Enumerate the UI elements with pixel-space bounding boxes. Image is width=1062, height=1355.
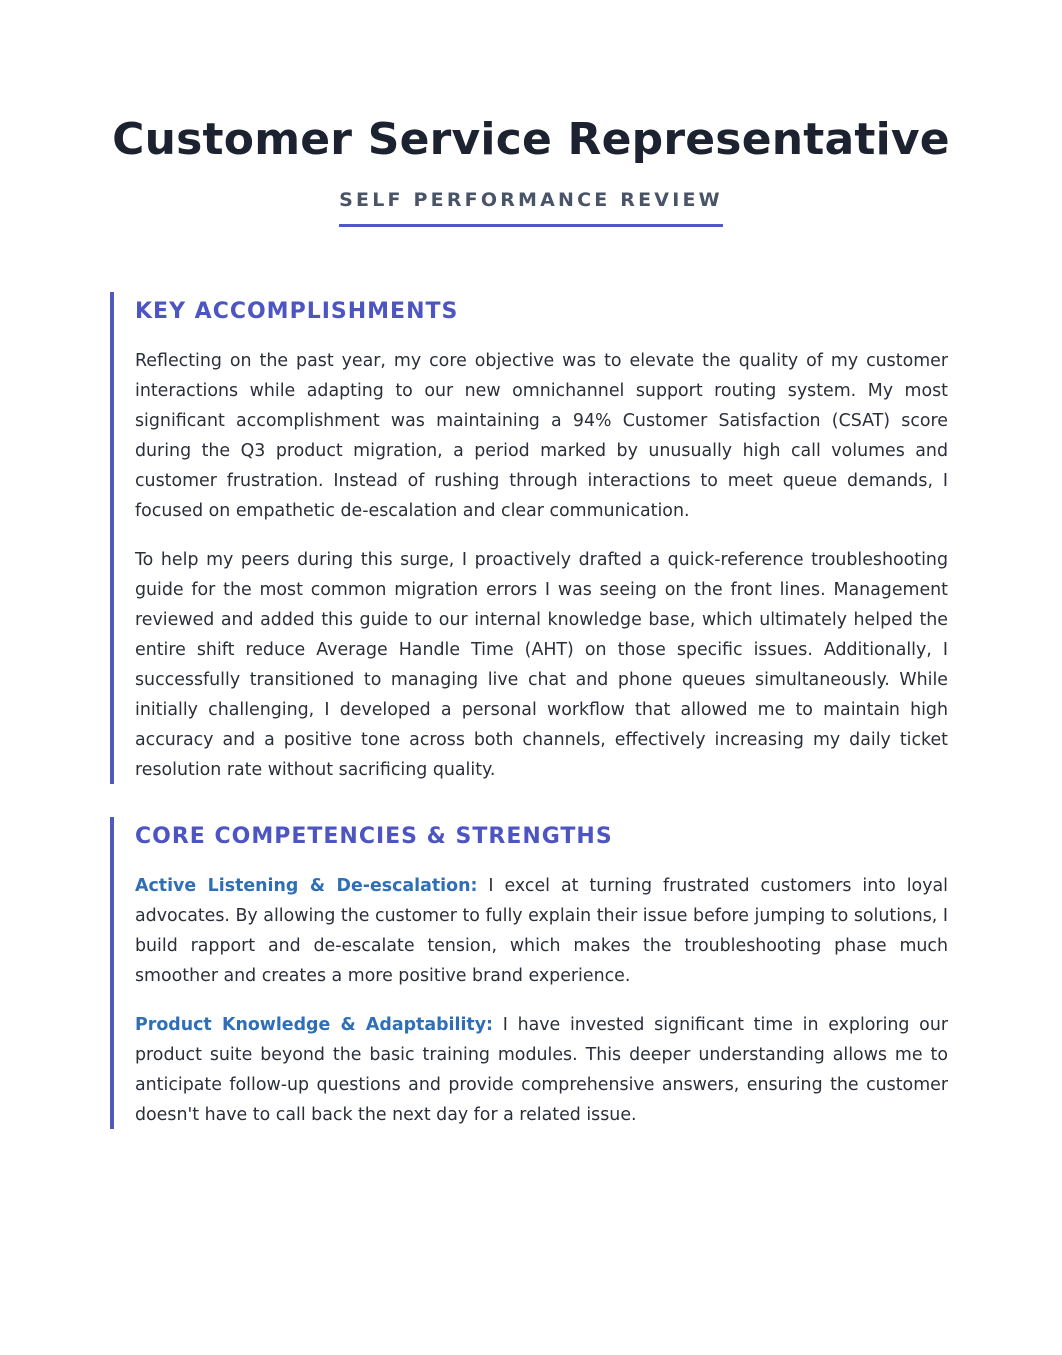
subtitle-container: [0, 186, 1062, 227]
document-title: Customer Service Representative: [112, 114, 950, 165]
accomplishments-paragraph-1: Reflecting on the past year, my core objective was to elevate the quality of my customer interactions while adapting to our new omnichannel support routing system. My most significant accomplishment was maintaining a 94% Customer Satisfaction (CSAT) score during the Q3 product migration, a period marked by unusually high call volumes and customer frustration. Instead of rushing through interactions to meet queue demands, I focused on empathetic de-escalation and clear communication.: [135, 351, 948, 521]
competency-product-knowledge: [135, 1010, 948, 1130]
section-key-accomplishments: [110, 292, 948, 784]
section-core-competencies: [110, 817, 948, 1129]
heading-spacer: [135, 857, 948, 871]
section-heading: CORE COMPETENCIES & STRENGTHS: [135, 824, 613, 849]
competency-description: I have invested significant time in exploring our product suite beyond the basic training modules. This deeper understanding allows me to anticipate follow-up questions and provide comprehensive answers, ensuring the customer doesn't have to call back the next day for a related issue.: [135, 1015, 948, 1125]
document-subtitle: SELF PERFORMANCE REVIEW: [339, 186, 723, 227]
competency-term: Active Listening & De-escalation:: [135, 876, 478, 896]
accomplishments-paragraph-2: To help my peers during this surge, I proactively drafted a quick-reference troubleshooting guide for the most common migration errors I was seeing on the front lines. Management reviewed and added this guide to our internal knowledge base, which ultimately helped the entire shift reduce Average Handle Time (AHT) on those specific issues. Additionally, I successfully transitioned to managing live chat and phone queues simultaneously. While initially challenging, I developed a personal workflow that allowed me to maintain high accuracy and a positive tone across both channels, effectively increasing my daily ticket resolution rate without sacrificing quality.: [135, 550, 948, 780]
competency-active-listening: [135, 871, 948, 991]
competency-term: Product Knowledge & Adaptability:: [135, 1015, 494, 1035]
section-heading: KEY ACCOMPLISHMENTS: [135, 299, 459, 324]
competency-description: I excel at turning frustrated customers into loyal advocates. By allowing the customer to fully explain their issue before jumping to solutions, I build rapport and de-escalate tension, which makes the troubleshooting phase much smoother and creates a more positive brand experience.: [135, 876, 948, 986]
heading-spacer: [135, 332, 948, 346]
